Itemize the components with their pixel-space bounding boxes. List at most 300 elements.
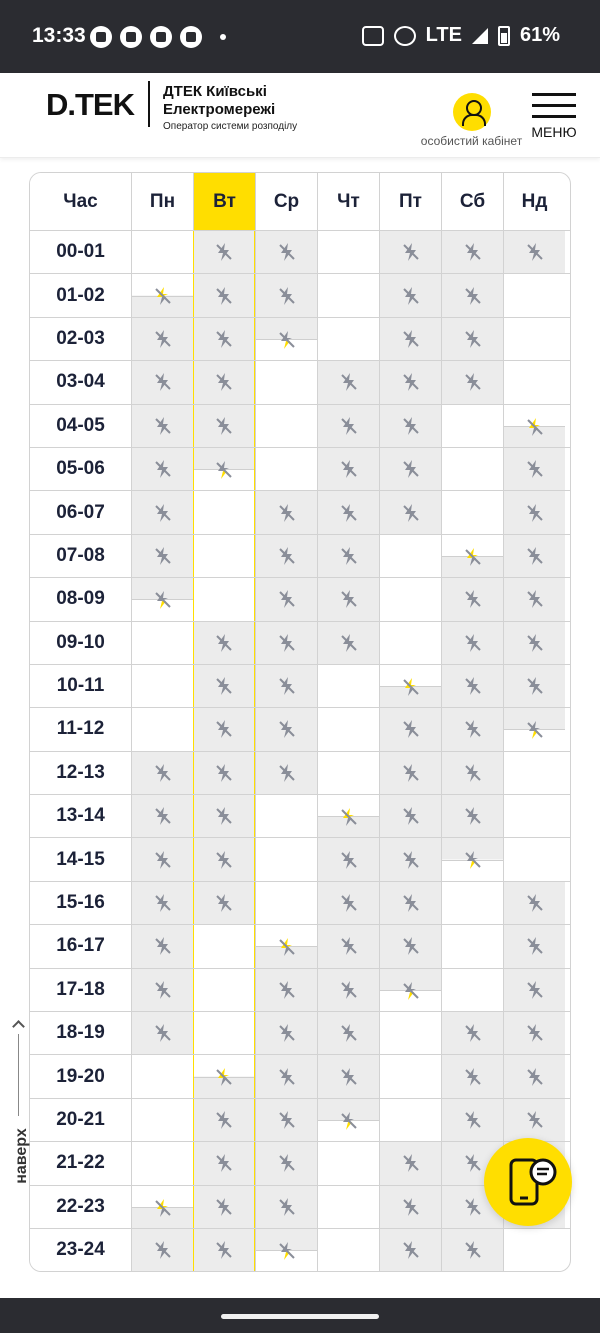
schedule-cell-off	[131, 838, 193, 880]
vibrate-icon	[362, 26, 384, 46]
schedule-cell-on	[193, 535, 255, 577]
lightning-crossed-icon	[401, 1153, 421, 1173]
day-header-0: Пн	[131, 173, 193, 230]
schedule-row	[30, 881, 570, 924]
day-header-1: Вт	[193, 173, 255, 230]
schedule-row	[30, 621, 570, 664]
lightning-crossed-icon	[525, 417, 545, 437]
hour-label: 20-21	[30, 1099, 131, 1141]
status-time: 13:33	[32, 24, 86, 47]
schedule-cell-on	[379, 578, 441, 620]
lightning-crossed-icon	[401, 372, 421, 392]
schedule-cell-on	[317, 1229, 379, 1271]
lightning-crossed-icon	[277, 546, 297, 566]
schedule-row	[30, 273, 570, 316]
schedule-cell-h2	[379, 969, 441, 1011]
lightning-crossed-icon	[214, 460, 234, 480]
scroll-to-top-label: наверх	[12, 1128, 30, 1184]
lightning-crossed-icon	[525, 1023, 545, 1043]
schedule-cell-off	[317, 1055, 379, 1097]
lightning-crossed-icon	[214, 676, 234, 696]
schedule-cell-off	[317, 969, 379, 1011]
schedule-cell-off	[255, 491, 317, 533]
schedule-cell-off	[255, 1099, 317, 1141]
lightning-crossed-icon	[277, 1023, 297, 1043]
lightning-crossed-icon	[214, 1153, 234, 1173]
lightning-crossed-icon	[153, 893, 173, 913]
battery-icon	[498, 26, 510, 46]
hour-label: 03-04	[30, 361, 131, 403]
battery-percent: 61%	[519, 24, 560, 46]
schedule-cell-off	[503, 622, 565, 664]
hour-label: 15-16	[30, 882, 131, 924]
schedule-cell-off	[379, 1142, 441, 1184]
schedule-cell-off	[131, 969, 193, 1011]
schedule-cell-off	[317, 1012, 379, 1054]
schedule-cell-on	[441, 882, 503, 924]
schedule-row	[30, 1098, 570, 1141]
schedule-cell-on	[379, 622, 441, 664]
lightning-crossed-icon	[401, 329, 421, 349]
lightning-crossed-icon	[277, 719, 297, 739]
dtek-logo[interactable]	[46, 87, 134, 123]
lightning-crossed-icon	[153, 1198, 173, 1218]
schedule-cell-off	[379, 1229, 441, 1271]
schedule-cell-off	[193, 1186, 255, 1228]
user-icon	[453, 93, 491, 131]
schedule-cell-off	[503, 1099, 565, 1141]
schedule-cell-off	[193, 318, 255, 360]
lightning-crossed-icon	[525, 589, 545, 609]
schedule-cell-off	[503, 1055, 565, 1097]
lightning-crossed-icon	[214, 763, 234, 783]
schedule-cell-on	[441, 405, 503, 447]
schedule-cell-off	[131, 882, 193, 924]
schedule-row	[30, 230, 570, 273]
lightning-crossed-icon	[401, 286, 421, 306]
schedule-row	[30, 751, 570, 794]
lightning-crossed-icon	[463, 806, 483, 826]
lightning-crossed-icon	[463, 1197, 483, 1217]
schedule-cell-off	[503, 448, 565, 490]
menu-button[interactable]	[528, 93, 580, 140]
schedule-cell-off	[193, 361, 255, 403]
schedule-cell-off	[193, 795, 255, 837]
schedule-cell-off	[193, 882, 255, 924]
schedule-row	[30, 404, 570, 447]
schedule-cell-on	[441, 925, 503, 967]
schedule-cell-on	[317, 231, 379, 273]
lightning-crossed-icon	[153, 850, 173, 870]
schedule-cell-off	[193, 622, 255, 664]
schedule-cell-h1	[131, 1186, 193, 1228]
lightning-crossed-icon	[463, 763, 483, 783]
day-header-3: Чт	[317, 173, 379, 230]
schedule-cell-off	[379, 708, 441, 750]
schedule-cell-off	[379, 318, 441, 360]
day-header-2: Ср	[255, 173, 317, 230]
schedule-row	[30, 1011, 570, 1054]
schedule-cell-on	[317, 665, 379, 707]
arrow-up-icon	[12, 1020, 25, 1033]
chat-support-button[interactable]	[484, 1138, 572, 1226]
schedule-cell-on	[131, 665, 193, 707]
schedule-cell-on	[317, 1186, 379, 1228]
lightning-crossed-icon	[401, 242, 421, 262]
hour-label: 23-24	[30, 1229, 131, 1271]
lightning-crossed-icon	[153, 1240, 173, 1260]
schedule-row	[30, 707, 570, 750]
schedule-cell-off	[379, 925, 441, 967]
lightning-crossed-icon	[401, 1197, 421, 1217]
lightning-crossed-icon	[401, 719, 421, 739]
lightning-crossed-icon	[339, 1023, 359, 1043]
schedule-row	[30, 490, 570, 533]
hour-label: 06-07	[30, 491, 131, 533]
lightning-crossed-icon	[153, 1023, 173, 1043]
schedule-cell-off	[193, 665, 255, 707]
lightning-crossed-icon	[401, 893, 421, 913]
day-header-6: Нд	[503, 173, 565, 230]
scroll-to-top-link[interactable]	[8, 1022, 28, 1182]
schedule-cell-off	[379, 405, 441, 447]
menu-label: МЕНЮ	[531, 124, 577, 140]
schedule-cell-off	[379, 752, 441, 794]
schedule-cell-off	[441, 1099, 503, 1141]
lightning-crossed-icon	[463, 719, 483, 739]
schedule-cell-off	[131, 1229, 193, 1271]
hour-label: 07-08	[30, 535, 131, 577]
chat-phone-icon	[484, 1138, 572, 1226]
schedule-cell-off	[193, 405, 255, 447]
hour-label: 11-12	[30, 708, 131, 750]
lightning-crossed-icon	[153, 329, 173, 349]
schedule-cell-on	[131, 622, 193, 664]
lightning-crossed-icon	[153, 459, 173, 479]
lightning-crossed-icon	[214, 850, 234, 870]
lightning-crossed-icon	[153, 546, 173, 566]
lightning-crossed-icon	[339, 503, 359, 523]
schedule-cell-on	[503, 752, 565, 794]
site-header	[0, 73, 600, 158]
schedule-cell-off	[131, 405, 193, 447]
app-r-icon	[180, 26, 202, 48]
personal-cabinet-button[interactable]	[414, 93, 529, 148]
cabinet-label: особистий кабінет	[420, 134, 523, 148]
lightning-crossed-icon	[339, 807, 359, 827]
schedule-cell-h2	[317, 1099, 379, 1141]
schedule-cell-on	[255, 405, 317, 447]
hour-column-header: Час	[30, 173, 131, 230]
schedule-cell-off	[193, 1099, 255, 1141]
schedule-cell-h2	[255, 318, 317, 360]
lightning-crossed-icon	[463, 372, 483, 392]
lightning-crossed-icon	[153, 763, 173, 783]
lightning-crossed-icon	[153, 806, 173, 826]
lightning-crossed-icon	[277, 1153, 297, 1173]
lightning-crossed-icon	[214, 1110, 234, 1130]
schedule-cell-on	[379, 1099, 441, 1141]
lightning-crossed-icon	[401, 806, 421, 826]
lightning-crossed-icon	[339, 893, 359, 913]
lightning-crossed-icon	[339, 633, 359, 653]
schedule-cell-off	[441, 578, 503, 620]
lightning-crossed-icon	[463, 329, 483, 349]
schedule-row	[30, 534, 570, 577]
lightning-crossed-icon	[339, 459, 359, 479]
hour-label: 12-13	[30, 752, 131, 794]
hamburger-icon	[528, 93, 580, 118]
lightning-crossed-icon	[214, 416, 234, 436]
schedule-cell-off	[379, 231, 441, 273]
schedule-cell-h1	[317, 795, 379, 837]
schedule-cell-on	[379, 535, 441, 577]
lightning-crossed-icon	[277, 676, 297, 696]
schedule-cell-on	[503, 795, 565, 837]
schedule-row	[30, 664, 570, 707]
schedule-cell-off	[255, 1186, 317, 1228]
schedule-cell-h2	[255, 1229, 317, 1271]
schedule-cell-off	[503, 535, 565, 577]
schedule-cell-on	[503, 361, 565, 403]
lightning-crossed-icon	[214, 893, 234, 913]
lightning-crossed-icon	[463, 1023, 483, 1043]
schedule-cell-h2	[441, 838, 503, 880]
lightning-crossed-icon	[401, 763, 421, 783]
megaphone-icon	[150, 26, 172, 48]
schedule-cell-off	[131, 925, 193, 967]
schedule-cell-off	[441, 361, 503, 403]
lightning-crossed-icon	[277, 633, 297, 653]
schedule-cell-on	[131, 231, 193, 273]
lightning-crossed-icon	[214, 1197, 234, 1217]
schedule-cell-off	[317, 535, 379, 577]
schedule-row	[30, 1054, 570, 1097]
day-header-5: Сб	[441, 173, 503, 230]
lightning-crossed-icon	[463, 1240, 483, 1260]
schedule-row	[30, 577, 570, 620]
schedule-header-row	[30, 173, 570, 230]
lightning-crossed-icon	[525, 980, 545, 1000]
schedule-cell-on	[131, 1142, 193, 1184]
schedule-cell-h2	[193, 448, 255, 490]
hour-label: 09-10	[30, 622, 131, 664]
messenger-icon	[90, 26, 112, 48]
schedule-cell-off	[441, 665, 503, 707]
lightning-crossed-icon	[277, 763, 297, 783]
lightning-crossed-icon	[463, 633, 483, 653]
lightning-crossed-icon	[463, 1153, 483, 1173]
network-type: LTE	[425, 24, 462, 46]
schedule-cell-on	[131, 708, 193, 750]
lightning-crossed-icon	[401, 416, 421, 436]
company-block	[163, 83, 303, 132]
schedule-cell-off	[193, 752, 255, 794]
lightning-crossed-icon	[401, 981, 421, 1001]
lightning-crossed-icon	[525, 676, 545, 696]
schedule-cell-on	[379, 1012, 441, 1054]
schedule-cell-off	[379, 491, 441, 533]
lightning-crossed-icon	[339, 546, 359, 566]
lightning-crossed-icon	[525, 936, 545, 956]
schedule-cell-off	[379, 274, 441, 316]
lightning-crossed-icon	[463, 286, 483, 306]
schedule-cell-off	[255, 665, 317, 707]
schedule-cell-off	[379, 838, 441, 880]
lightning-crossed-icon	[339, 850, 359, 870]
schedule-cell-off	[317, 448, 379, 490]
schedule-cell-on	[317, 318, 379, 360]
schedule-row	[30, 968, 570, 1011]
schedule-cell-off	[441, 795, 503, 837]
schedule-cell-off	[131, 491, 193, 533]
schedule-cell-off	[193, 231, 255, 273]
lightning-crossed-icon	[277, 286, 297, 306]
scroll-line	[18, 1034, 19, 1116]
schedule-cell-off	[317, 925, 379, 967]
schedule-cell-off	[317, 405, 379, 447]
schedule-cell-off	[441, 274, 503, 316]
schedule-cell-on	[317, 708, 379, 750]
schedule-cell-off	[131, 1012, 193, 1054]
schedule-cell-off	[255, 231, 317, 273]
lightning-crossed-icon	[525, 720, 545, 740]
schedule-cell-h1	[379, 665, 441, 707]
system-status-bar	[0, 0, 600, 73]
lightning-crossed-icon	[525, 1110, 545, 1130]
schedule-row	[30, 837, 570, 880]
lightning-crossed-icon	[277, 1197, 297, 1217]
logo-text: D.TEK	[46, 87, 134, 122]
lightning-crossed-icon	[277, 242, 297, 262]
lightning-crossed-icon	[463, 1110, 483, 1130]
signal-icon	[472, 28, 488, 44]
lightning-crossed-icon	[525, 242, 545, 262]
logo-divider	[148, 81, 150, 127]
schedule-cell-off	[503, 882, 565, 924]
lightning-crossed-icon	[214, 372, 234, 392]
schedule-cell-off	[193, 1142, 255, 1184]
schedule-cell-off	[193, 274, 255, 316]
schedule-cell-off	[379, 448, 441, 490]
schedule-cell-on	[503, 838, 565, 880]
lightning-crossed-icon	[277, 937, 297, 957]
schedule-cell-on	[255, 838, 317, 880]
schedule-cell-on	[131, 1055, 193, 1097]
schedule-cell-off	[503, 1012, 565, 1054]
schedule-row	[30, 447, 570, 490]
schedule-cell-off	[503, 925, 565, 967]
schedule-cell-off	[255, 535, 317, 577]
schedule-cell-off	[255, 622, 317, 664]
schedule-cell-on	[317, 752, 379, 794]
lightning-crossed-icon	[401, 936, 421, 956]
schedule-cell-on	[503, 274, 565, 316]
hotspot-icon	[394, 26, 416, 46]
lightning-crossed-icon	[153, 416, 173, 436]
schedule-cell-on	[131, 1099, 193, 1141]
lightning-crossed-icon	[525, 546, 545, 566]
schedule-cell-off	[193, 708, 255, 750]
lightning-crossed-icon	[463, 589, 483, 609]
schedule-cell-off	[379, 1186, 441, 1228]
schedule-cell-on	[255, 448, 317, 490]
schedule-cell-off	[317, 361, 379, 403]
schedule-cell-h1	[503, 405, 565, 447]
lightning-crossed-icon	[463, 547, 483, 567]
lightning-crossed-icon	[214, 242, 234, 262]
hour-label: 17-18	[30, 969, 131, 1011]
outage-schedule-table	[29, 172, 571, 1272]
hour-label: 13-14	[30, 795, 131, 837]
schedule-cell-on	[193, 578, 255, 620]
schedule-cell-off	[255, 1055, 317, 1097]
hour-label: 00-01	[30, 231, 131, 273]
schedule-cell-on	[255, 361, 317, 403]
lightning-crossed-icon	[339, 589, 359, 609]
lightning-crossed-icon	[401, 850, 421, 870]
schedule-cell-off	[441, 1229, 503, 1271]
schedule-cell-off	[255, 1142, 317, 1184]
company-name: ДТЕК Київські Електромережі	[163, 83, 276, 118]
lightning-crossed-icon	[463, 1067, 483, 1087]
schedule-cell-off	[503, 578, 565, 620]
hour-label: 02-03	[30, 318, 131, 360]
share-icon	[120, 26, 142, 48]
lightning-crossed-icon	[525, 1067, 545, 1087]
schedule-cell-off	[255, 752, 317, 794]
home-gesture-bar[interactable]	[221, 1314, 379, 1319]
lightning-crossed-icon	[463, 676, 483, 696]
schedule-cell-on	[503, 318, 565, 360]
schedule-cell-off	[131, 318, 193, 360]
lightning-crossed-icon	[277, 1067, 297, 1087]
schedule-cell-on	[379, 1055, 441, 1097]
schedule-cell-on	[193, 925, 255, 967]
hour-label: 14-15	[30, 838, 131, 880]
lightning-crossed-icon	[214, 719, 234, 739]
schedule-cell-off	[441, 708, 503, 750]
lightning-crossed-icon	[277, 1110, 297, 1130]
schedule-cell-on	[193, 491, 255, 533]
lightning-crossed-icon	[339, 936, 359, 956]
schedule-cell-off	[441, 1055, 503, 1097]
lightning-crossed-icon	[214, 806, 234, 826]
lightning-crossed-icon	[214, 286, 234, 306]
lightning-crossed-icon	[153, 936, 173, 956]
schedule-cell-off	[441, 622, 503, 664]
lightning-crossed-icon	[277, 330, 297, 350]
schedule-row	[30, 794, 570, 837]
lightning-crossed-icon	[153, 286, 173, 306]
schedule-row	[30, 360, 570, 403]
lightning-crossed-icon	[401, 459, 421, 479]
hour-label: 22-23	[30, 1186, 131, 1228]
hour-label: 16-17	[30, 925, 131, 967]
schedule-cell-on	[441, 491, 503, 533]
schedule-cell-off	[131, 361, 193, 403]
lightning-crossed-icon	[214, 633, 234, 653]
lightning-crossed-icon	[153, 590, 173, 610]
schedule-cell-on	[503, 1229, 565, 1271]
schedule-cell-off	[131, 752, 193, 794]
schedule-cell-off	[503, 491, 565, 533]
schedule-cell-off	[317, 838, 379, 880]
hour-label: 05-06	[30, 448, 131, 490]
lightning-crossed-icon	[153, 980, 173, 1000]
schedule-cell-off	[317, 578, 379, 620]
notification-icons	[90, 26, 226, 48]
